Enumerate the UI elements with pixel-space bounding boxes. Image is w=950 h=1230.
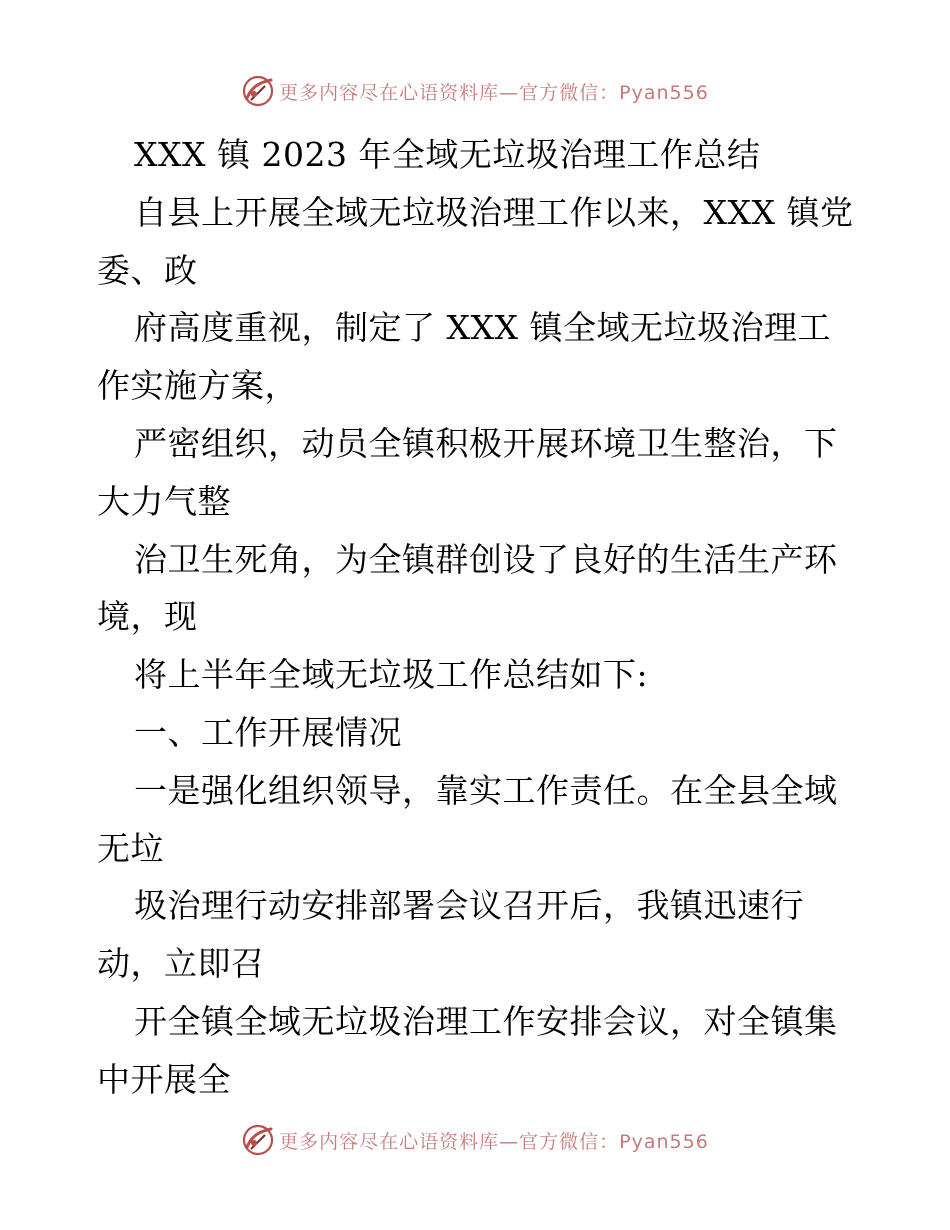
paragraph-line: 中开展全 [97,1059,231,1099]
paragraph-line: 动，立即召 [97,944,265,984]
document-title: XXX 镇 2023 年全域无垃圾治理工作总结 [134,135,761,174]
watermark-text: 更多内容尽在心语资料库—官方微信：Pyan556 [279,1130,709,1153]
footer-watermark-banner [0,1120,950,1160]
paragraph-line: 作实施方案， [97,366,298,406]
paragraph-line: 境，现 [97,597,198,637]
watermark-text: 更多内容尽在心语资料库—官方微信：Pyan556 [279,81,709,104]
paragraph-line: 自县上开展全域无垃圾治理工作以来，XXX 镇党 [134,192,854,232]
logo-icon [241,1123,275,1157]
paragraph-line: 府高度重视，制定了 XXX 镇全域无垃圾治理工 [134,308,831,348]
section-heading: 一、工作开展情况 [134,712,402,752]
paragraph-line: 将上半年全域无垃圾工作总结如下: [134,655,649,695]
paragraph-line: 治卫生死角，为全镇群创设了良好的生活生产环 [134,539,838,579]
paragraph-line: 无垃 [97,828,164,868]
header-watermark-banner [0,71,950,111]
paragraph-line: 圾治理行动安排部署会议召开后，我镇迅速行 [134,886,804,926]
logo-icon [241,74,275,108]
paragraph-line: 一是强化组织领导，靠实工作责任。在全县全域 [134,770,838,810]
paragraph-line: 大力气整 [97,481,231,521]
document-body [97,126,857,1109]
paragraph-line: 委、政 [97,250,198,290]
paragraph-line: 严密组织，动员全镇积极开展环境卫生整治，下 [134,423,838,463]
paragraph-line: 开全镇全域无垃圾治理工作安排会议，对全镇集 [134,1001,838,1041]
